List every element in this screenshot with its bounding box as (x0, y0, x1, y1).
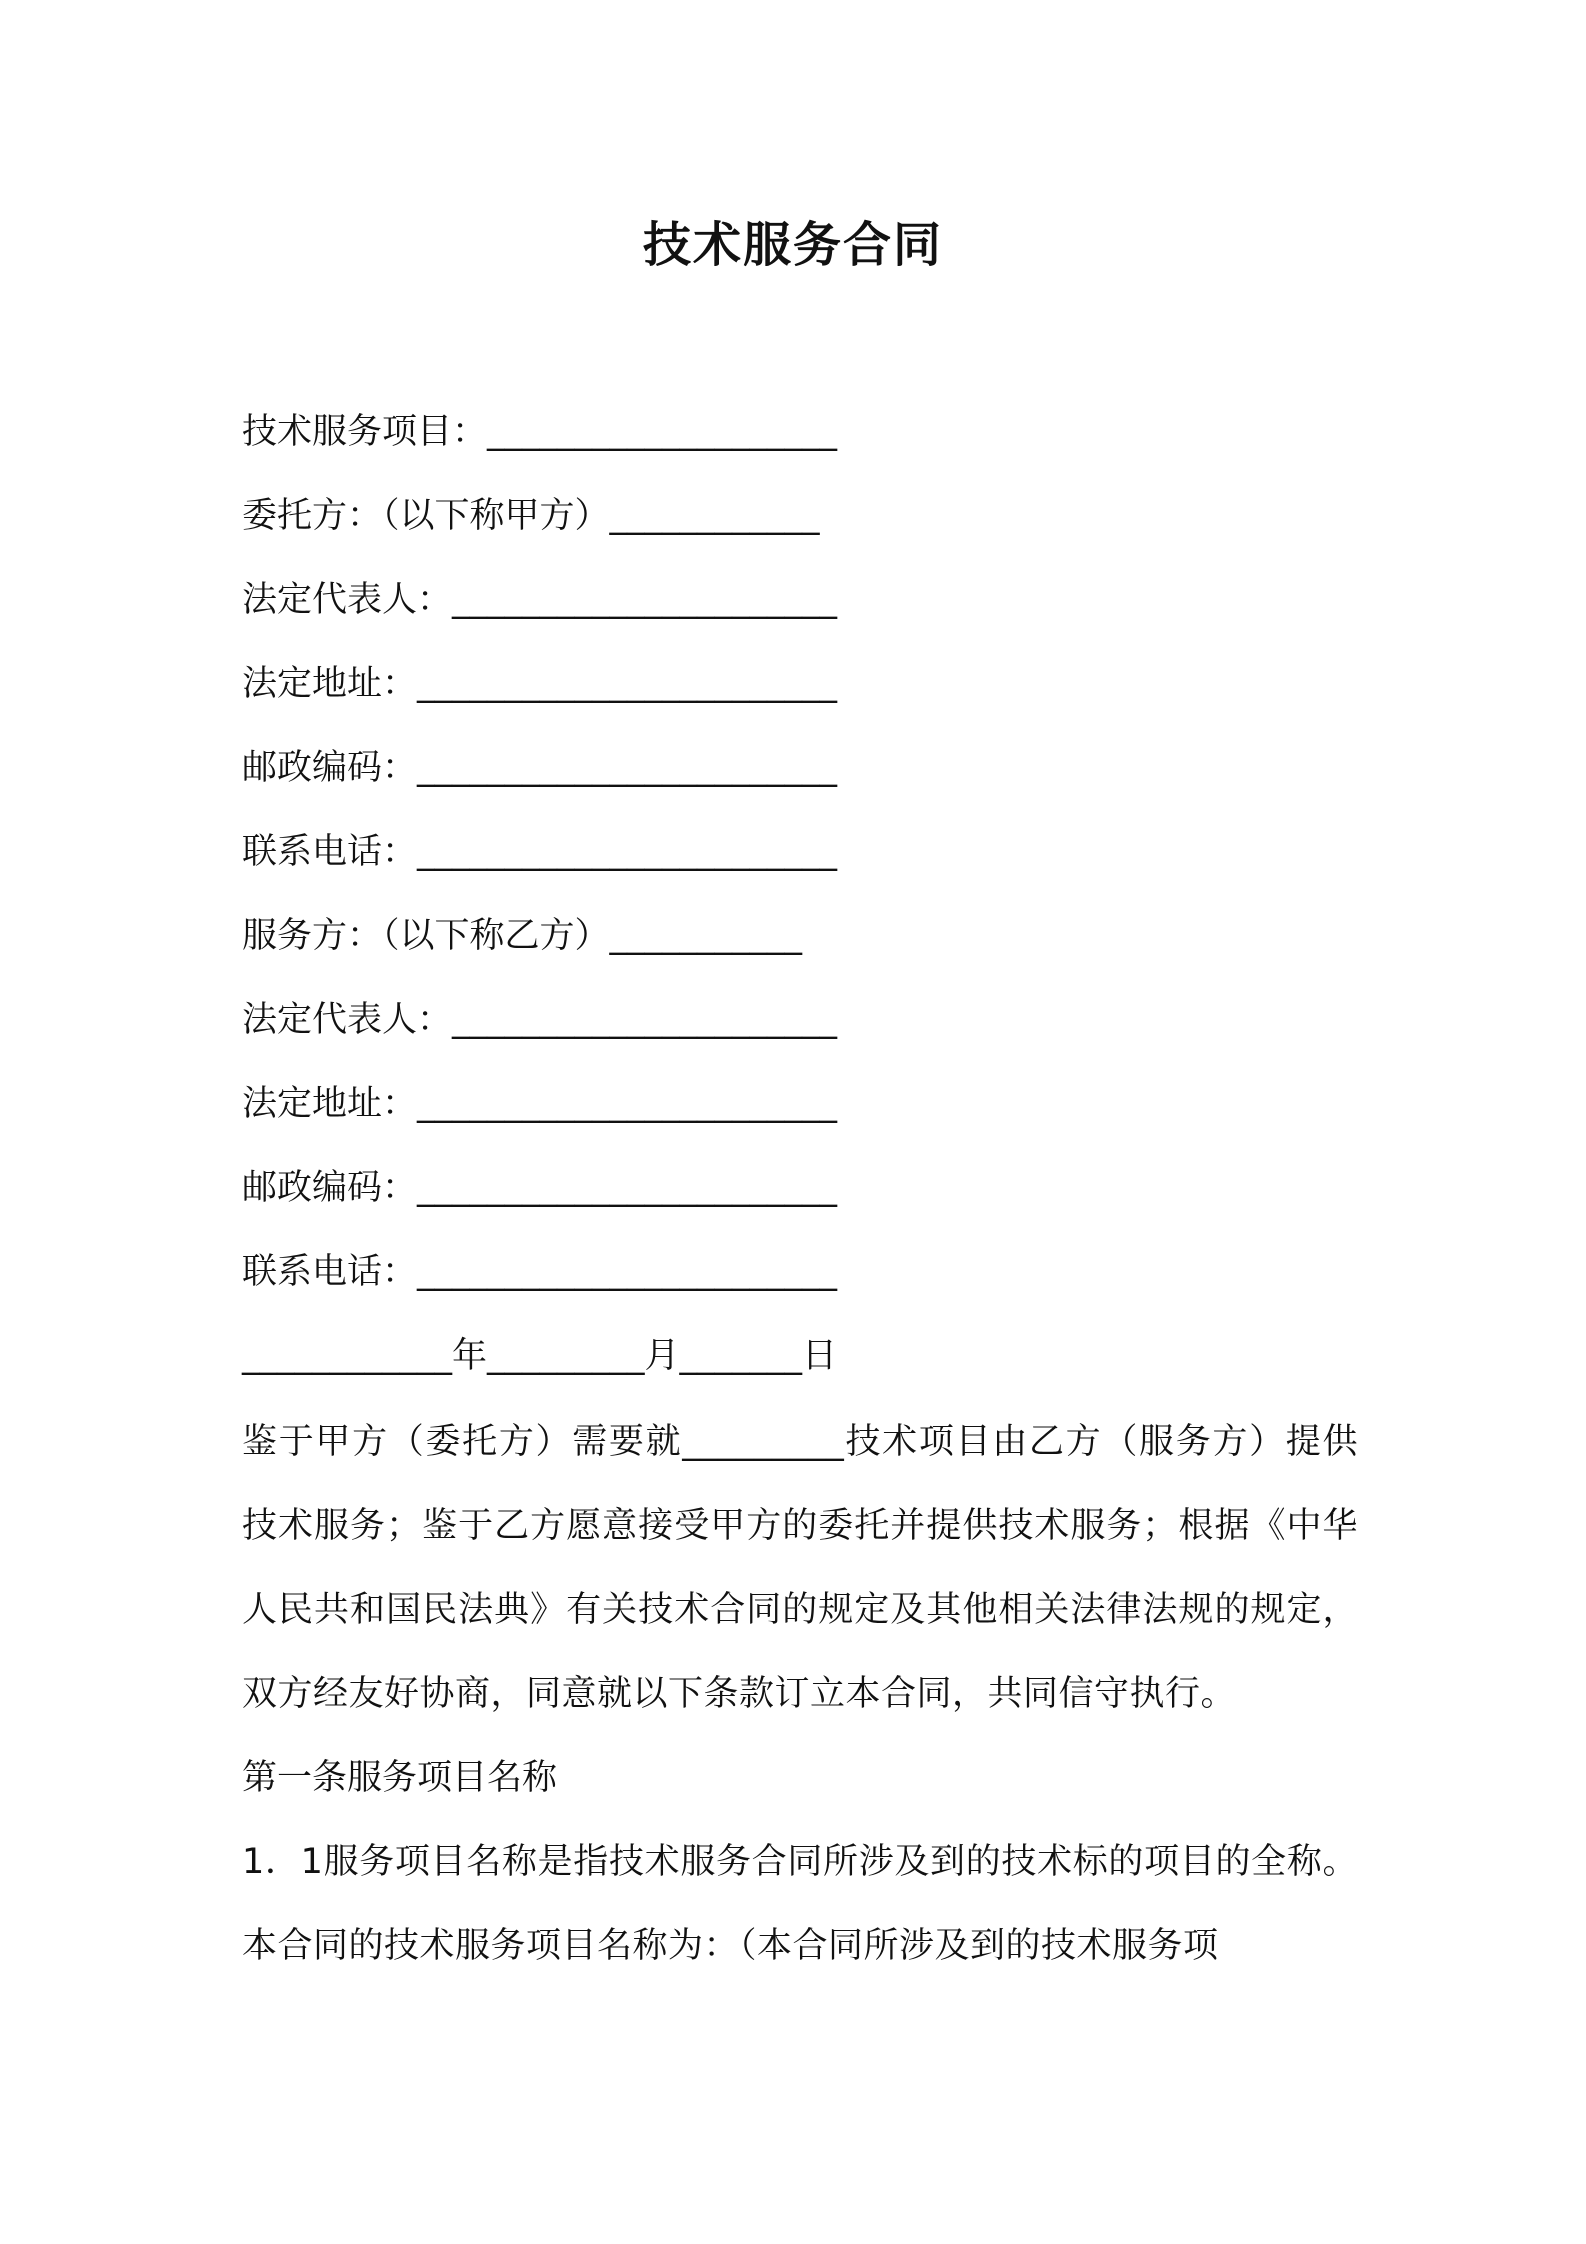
service-project-field: 技术服务项目：____________________ (242, 412, 838, 452)
client-phone-field: 联系电话：________________________ (242, 832, 838, 872)
client-party-field: 委托方：（以下称甲方）____________ (242, 496, 820, 536)
provider-address-field: 法定地址：________________________ (242, 1084, 838, 1124)
client-legal-rep-field: 法定代表人：______________________ (242, 580, 838, 620)
provider-party-field: 服务方：（以下称乙方）___________ (242, 916, 803, 956)
client-address-field: 法定地址：________________________ (242, 664, 838, 704)
provider-phone-field: 联系电话：________________________ (242, 1252, 838, 1292)
party-info-fields (242, 402, 1362, 1410)
contract-body (242, 1400, 1358, 1988)
client-postcode-field: 邮政编码：________________________ (242, 748, 838, 788)
provider-legal-rep-field: 法定代表人：______________________ (242, 1000, 838, 1040)
provider-postcode-field: 邮政编码：________________________ (242, 1168, 838, 1208)
article-1-clause-1: 1．1服务项目名称是指技术服务合同所涉及到的技术标的项目的全称。本合同的技术服务项目名称为：（本合同所涉及到的技术服务项 (242, 1842, 1358, 1966)
article-1-heading: 第一条服务项目名称 (242, 1758, 558, 1798)
date-line: ____________年_________月_______日 (242, 1336, 838, 1376)
preamble-paragraph: 鉴于甲方（委托方）需要就_________技术项目由乙方（服务方）提供技术服务；鉴于乙方愿意接受甲方的委托并提供技术服务；根据《中华人民共和国民法典》有关技术合同的规定及其他相关法律法规的规定，双方经友好协商，同意就以下条款订立本合同，共同信守执行。 (242, 1422, 1358, 1714)
document-title: 技术服务合同 (642, 217, 943, 273)
